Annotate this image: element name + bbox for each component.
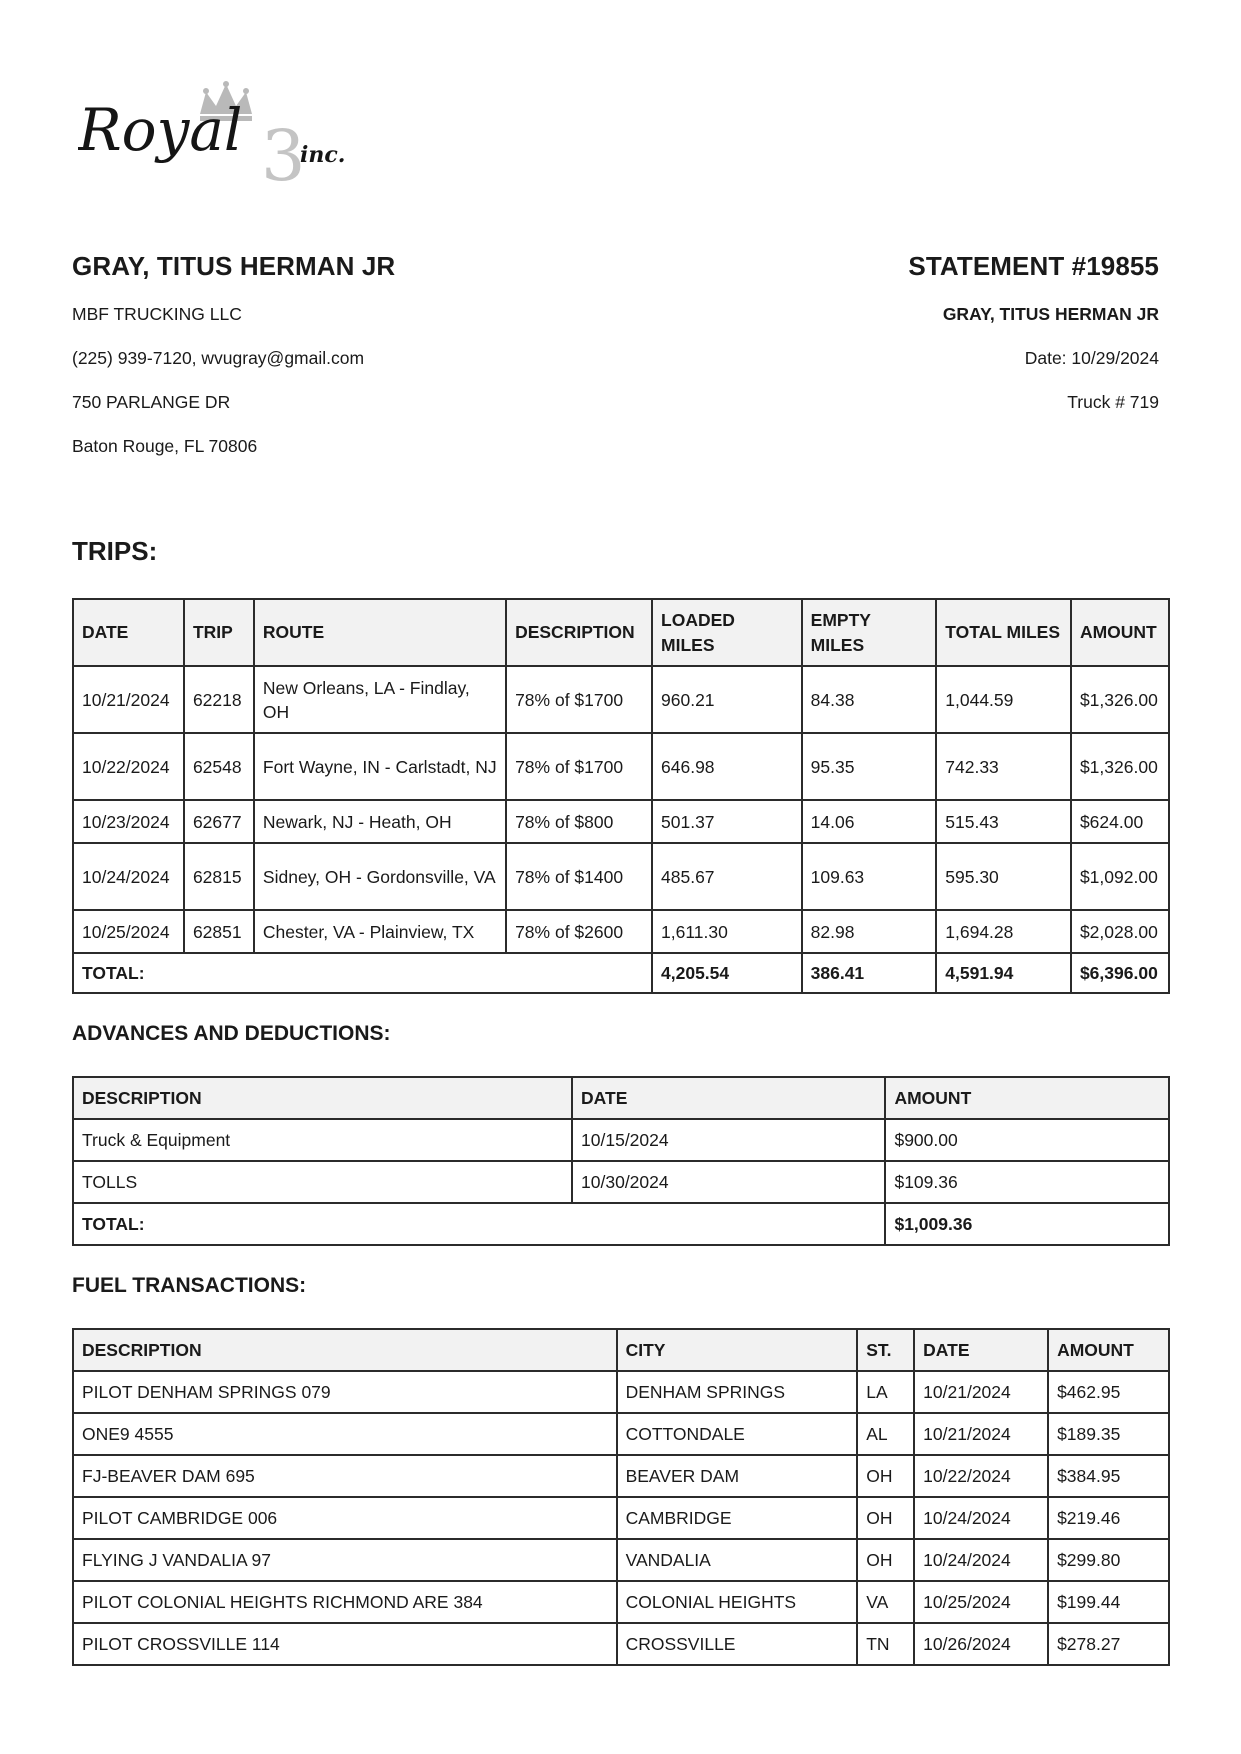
table-cell: 10/21/2024 (914, 1413, 1048, 1455)
table-cell: ONE9 4555 (73, 1413, 617, 1455)
table-cell: 78% of $1700 (506, 666, 652, 733)
table-cell: 62548 (184, 733, 254, 800)
table-cell: BEAVER DAM (617, 1455, 858, 1497)
table-cell: 10/22/2024 (73, 733, 184, 800)
table-cell: 10/23/2024 (73, 800, 184, 843)
table-cell: DENHAM SPRINGS (617, 1371, 858, 1413)
col-header: LOADED MILES (652, 599, 802, 666)
table-cell: 10/26/2024 (914, 1623, 1048, 1665)
table-row (73, 1623, 1169, 1665)
table-cell: Truck & Equipment (73, 1119, 572, 1161)
table-row (73, 1539, 1169, 1581)
table-cell: VA (857, 1581, 914, 1623)
col-header: CITY (617, 1329, 858, 1371)
total-loaded-miles: 4,205.54 (652, 953, 802, 993)
col-header: AMOUNT (885, 1077, 1169, 1119)
table-cell: TN (857, 1623, 914, 1665)
table-cell: AL (857, 1413, 914, 1455)
col-header: DATE (914, 1329, 1048, 1371)
advances-heading: ADVANCES AND DEDUCTIONS: (72, 1022, 391, 1045)
table-cell: 78% of $800 (506, 800, 652, 843)
logo-numeral-text: 3 (261, 115, 306, 190)
table-row (73, 843, 1169, 910)
table-cell: FJ-BEAVER DAM 695 (73, 1455, 617, 1497)
table-row (73, 1455, 1169, 1497)
col-header: DATE (73, 599, 184, 666)
table-row (73, 1413, 1169, 1455)
logo-royal-text: Royal (78, 96, 243, 164)
table-cell: 595.30 (936, 843, 1071, 910)
table-row (73, 1497, 1169, 1539)
table-cell: 1,611.30 (652, 910, 802, 953)
table-cell: COLONIAL HEIGHTS (617, 1581, 858, 1623)
table-cell: 78% of $1700 (506, 733, 652, 800)
table-cell: 646.98 (652, 733, 802, 800)
table-cell: PILOT CROSSVILLE 114 (73, 1623, 617, 1665)
table-cell: VANDALIA (617, 1539, 858, 1581)
fuel-header-row (73, 1329, 1169, 1371)
table-cell: New Orleans, LA - Findlay, OH (254, 666, 506, 733)
table-cell: $900.00 (885, 1119, 1169, 1161)
table-cell: 14.06 (802, 800, 937, 843)
table-cell: CROSSVILLE (617, 1623, 858, 1665)
table-cell: $278.27 (1048, 1623, 1169, 1665)
table-cell: Sidney, OH - Gordonsville, VA (254, 843, 506, 910)
total-label: TOTAL: (73, 1203, 885, 1245)
table-cell: 109.63 (802, 843, 937, 910)
table-cell: $299.80 (1048, 1539, 1169, 1581)
col-header: ROUTE (254, 599, 506, 666)
table-cell: $2,028.00 (1071, 910, 1169, 953)
col-header: TRIP (184, 599, 254, 666)
col-header: DESCRIPTION (73, 1077, 572, 1119)
table-cell: $109.36 (885, 1161, 1169, 1203)
table-cell: OH (857, 1455, 914, 1497)
col-header: DATE (572, 1077, 885, 1119)
total-miles: 4,591.94 (936, 953, 1071, 993)
table-cell: PILOT CAMBRIDGE 006 (73, 1497, 617, 1539)
col-header: EMPTY MILES (802, 599, 937, 666)
fuel-heading: FUEL TRANSACTIONS: (72, 1274, 307, 1297)
trips-heading: TRIPS: (72, 536, 158, 566)
contact-info: (225) 939-7120, wvugray@gmail.com (72, 348, 365, 368)
table-row (73, 1371, 1169, 1413)
table-cell: 10/21/2024 (914, 1371, 1048, 1413)
table-cell: Chester, VA - Plainview, TX (254, 910, 506, 953)
total-label: TOTAL: (73, 953, 652, 993)
table-row (73, 1119, 1169, 1161)
table-cell: 84.38 (802, 666, 937, 733)
trips-total-row (73, 953, 1169, 993)
table-cell: $1,092.00 (1071, 843, 1169, 910)
table-cell: 62677 (184, 800, 254, 843)
trips-table (72, 598, 1170, 994)
table-row (73, 733, 1169, 800)
table-cell: 78% of $1400 (506, 843, 652, 910)
table-cell: 742.33 (936, 733, 1071, 800)
col-header: DESCRIPTION (73, 1329, 617, 1371)
table-cell: 10/24/2024 (914, 1497, 1048, 1539)
table-cell: 501.37 (652, 800, 802, 843)
table-cell: CAMBRIDGE (617, 1497, 858, 1539)
table-cell: OH (857, 1539, 914, 1581)
table-cell: PILOT DENHAM SPRINGS 079 (73, 1371, 617, 1413)
advances-total-row (73, 1203, 1169, 1245)
street-address: 750 PARLANGE DR (72, 392, 231, 412)
total-amount: $6,396.00 (1071, 953, 1169, 993)
statement-date: Date: 10/29/2024 (1024, 348, 1159, 368)
table-cell: 95.35 (802, 733, 937, 800)
royal3-logo (78, 80, 398, 190)
table-row (73, 910, 1169, 953)
table-cell: 485.67 (652, 843, 802, 910)
total-amount: $1,009.36 (885, 1203, 1169, 1245)
table-cell: 62851 (184, 910, 254, 953)
col-header: ST. (857, 1329, 914, 1371)
statement-info (599, 250, 1159, 436)
table-row (73, 1161, 1169, 1203)
table-cell: Fort Wayne, IN - Carlstadt, NJ (254, 733, 506, 800)
col-header: AMOUNT (1048, 1329, 1169, 1371)
col-header: TOTAL MILES (936, 599, 1071, 666)
driver-info (72, 250, 632, 480)
table-cell: FLYING J VANDALIA 97 (73, 1539, 617, 1581)
table-cell: $199.44 (1048, 1581, 1169, 1623)
table-cell: 62218 (184, 666, 254, 733)
table-cell: 960.21 (652, 666, 802, 733)
col-header: DESCRIPTION (506, 599, 652, 666)
truck-number: Truck # 719 (1067, 392, 1159, 412)
table-row (73, 666, 1169, 733)
table-cell: COTTONDALE (617, 1413, 858, 1455)
table-cell: $462.95 (1048, 1371, 1169, 1413)
company-name: MBF TRUCKING LLC (72, 304, 242, 324)
table-cell: OH (857, 1497, 914, 1539)
table-cell: 10/24/2024 (73, 843, 184, 910)
table-cell: $1,326.00 (1071, 733, 1169, 800)
table-cell: Newark, NJ - Heath, OH (254, 800, 506, 843)
table-cell: PILOT COLONIAL HEIGHTS RICHMOND ARE 384 (73, 1581, 617, 1623)
table-cell: 62815 (184, 843, 254, 910)
table-row (73, 800, 1169, 843)
driver-name: GRAY, TITUS HERMAN JR (72, 251, 396, 281)
table-cell: $384.95 (1048, 1455, 1169, 1497)
col-header: AMOUNT (1071, 599, 1169, 666)
advances-table (72, 1076, 1170, 1246)
table-cell: 10/15/2024 (572, 1119, 885, 1161)
table-cell: 10/22/2024 (914, 1455, 1048, 1497)
table-cell: 1,694.28 (936, 910, 1071, 953)
table-cell: LA (857, 1371, 914, 1413)
city-state-zip: Baton Rouge, FL 70806 (72, 436, 258, 456)
table-cell: $1,326.00 (1071, 666, 1169, 733)
trips-header-row (73, 599, 1169, 666)
table-cell: $219.46 (1048, 1497, 1169, 1539)
fuel-table (72, 1328, 1170, 1666)
table-cell: 1,044.59 (936, 666, 1071, 733)
total-empty-miles: 386.41 (802, 953, 937, 993)
logo-inc-text: inc. (300, 142, 346, 168)
table-cell: $189.35 (1048, 1413, 1169, 1455)
table-cell: 515.43 (936, 800, 1071, 843)
table-cell: 10/21/2024 (73, 666, 184, 733)
table-cell: 10/30/2024 (572, 1161, 885, 1203)
table-cell: 10/24/2024 (914, 1539, 1048, 1581)
table-row (73, 1581, 1169, 1623)
statement-number: STATEMENT #19855 (908, 251, 1159, 281)
table-cell: TOLLS (73, 1161, 572, 1203)
table-cell: 82.98 (802, 910, 937, 953)
statement-driver-name: GRAY, TITUS HERMAN JR (942, 304, 1159, 324)
table-cell: 10/25/2024 (914, 1581, 1048, 1623)
table-cell: 78% of $2600 (506, 910, 652, 953)
advances-header-row (73, 1077, 1169, 1119)
table-cell: 10/25/2024 (73, 910, 184, 953)
table-cell: $624.00 (1071, 800, 1169, 843)
